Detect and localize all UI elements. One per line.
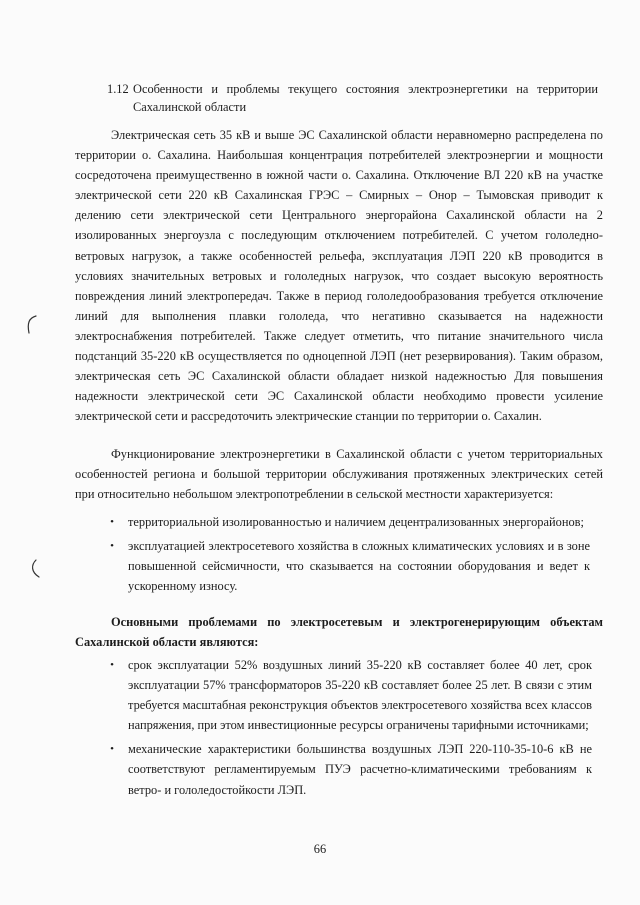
features-list (110, 512, 590, 600)
list-item-text: механические характеристики большинства воздушных ЛЭП 220-110-35-10-6 кВ не соответствуют регламентируемым ПУЭ расчетно-климатическими требованиям к ветро- и гололедостойкости ЛЭП. (128, 742, 592, 797)
bullet-icon: • (110, 540, 114, 553)
page-number: 66 (313, 842, 327, 856)
paragraph-functioning-features: Функционирование электроэнергетики в Сахалинской области с учетом территориальных особенностей региона и большой территории обслуживания протяженных электрических сетей при относительно небольшом электропотреблении в сельской местности характеризуется: (75, 447, 603, 502)
bullet-icon: • (110, 516, 114, 528)
section-title-line-2: Сахалинской области (133, 100, 247, 114)
paragraph-main-problems: Основными проблемами по электросетевым и электрогенерирующим объектам Сахалинской области являются: (75, 615, 603, 650)
paragraph-grid-reliability: Электрическая сеть 35 кВ и выше ЭС Сахалинской области неравномерно распределена по территории о. Сахалина. Наибольшая концентрация потребителей электроэнергии и мощности сосредоточена преимущественно в южной части о. Сахалина. Отключение ВЛ 220 кВ на участке электрической сети 220 кВ Сахалинская ГРЭС – Смирных – Онор – Тымовская приводит к делению сети электрической сети Центрального энергорайона Сахалинской области на 2 изолированных энергоузла с последующим отключением потребителей. С учетом гололедно-ветровых нагрузок, а также особенностей рельефа, эксплуатация ЛЭП 220 кВ проводится в условиях значительных ветровых и гололедных нагрузок, что создает высокую вероятность повреждения линий электропередач. Также в период гололедообразования требуется отключение линий для выполнения плавки гололеда, что негативно сказывается на надежности электроснабжения потребителей. Также следует отметить, что питание значительного числа подстанций 35-220 кВ осуществляется по одноцепной ЛЭП (нет резервирования). Таким образом, электрическая сеть ЭС Сахалинской области обладает низкой надежностью Для повышения надежности электрической сети ЭС Сахалинской области необходимо провести усиление электрической сети и рассредоточить электрические станции по территории о. Сахалин. (75, 128, 603, 424)
bullet-icon: • (110, 743, 114, 756)
list-item-text: эксплуатацией электросетевого хозяйства в сложных климатических условиях и в зоне повышенной сейсмичности, что сказывается на состоянии оборудования и ведет к ускоренному износу. (128, 539, 590, 594)
list-item (110, 536, 590, 596)
section-number: 1.12 (107, 82, 129, 96)
list-item-text: срок эксплуатации 52% воздушных линий 35-220 кВ составляет более 40 лет, срок эксплуатации 57% трансформаторов 35-220 кВ составляет более 25 лет. В связи с этим требуется масштабная реконструкция объектов электросетевого хозяйства всех классов напряжения, при этом инвестиционные ресурсы ограничены тарифными источниками; (128, 658, 592, 733)
section-title-text: Особенности и проблемы текущего состояния электроэнергетики на территории (133, 82, 598, 96)
list-item-text: территориальной изолированностью и наличием децентрализованных энергорайонов; (128, 515, 584, 529)
margin-pen-mark (28, 558, 42, 580)
list-item (110, 739, 592, 799)
problems-list (110, 655, 592, 804)
list-item (110, 512, 590, 532)
section-title-line-1 (107, 80, 600, 98)
list-item (110, 655, 592, 735)
section-heading (107, 80, 600, 116)
margin-pen-mark (25, 314, 39, 336)
bullet-icon: • (110, 659, 114, 671)
